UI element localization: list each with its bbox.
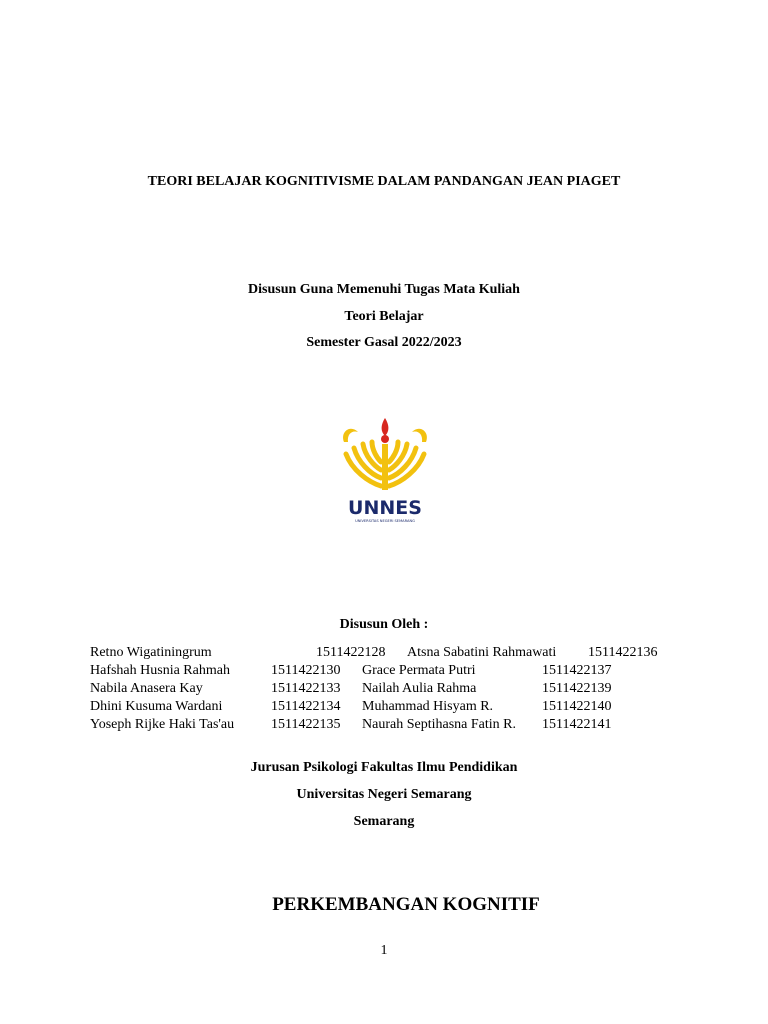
author-name: Atsna Sabatini Rahmawati — [407, 645, 557, 660]
author-name: Muhammad Hisyam R. — [362, 699, 494, 714]
author-nim: 1511422136 — [588, 645, 658, 660]
section-heading: PERKEMBANGAN KOGNITIF — [272, 894, 540, 915]
author-name: Naurah Septihasna Fatin R. — [362, 717, 516, 732]
page-number: 1 — [380, 943, 388, 958]
logo-subtitle: UNIVERSITAS NEGERI SEMARANG — [355, 519, 415, 523]
purpose-line-1: Disusun Guna Memenuhi Tugas Mata Kuliah — [248, 282, 520, 297]
author-nim: 1511422137 — [542, 663, 612, 678]
author-nim: 1511422133 — [271, 681, 341, 696]
author-name: Nabila Anasera Kay — [90, 681, 203, 696]
author-name: Yoseph Rijke Haki Tas'au — [90, 717, 235, 732]
author-nim: 1511422134 — [271, 699, 341, 714]
author-name: Hafshah Husnia Rahmah — [90, 663, 230, 678]
institution-city: Semarang — [353, 814, 415, 829]
author-name: Nailah Aulia Rahma — [362, 681, 477, 696]
purpose-semester: Semester Gasal 2022/2023 — [306, 335, 462, 350]
author-name: Dhini Kusuma Wardani — [90, 699, 223, 714]
author-nim: 1511422141 — [542, 717, 612, 732]
institution-department: Jurusan Psikologi Fakultas Ilmu Pendidikan — [250, 760, 518, 775]
logo-wordmark: UNNES — [348, 497, 422, 519]
authors-heading: Disusun Oleh : — [339, 617, 429, 632]
institution-university: Universitas Negeri Semarang — [296, 787, 472, 802]
author-name: Retno Wigatiningrum — [90, 645, 212, 660]
unnes-logo — [338, 412, 432, 528]
document-title: TEORI BELAJAR KOGNITIVISME DALAM PANDANGAN JEAN PIAGET — [147, 174, 621, 189]
author-nim: 1511422139 — [542, 681, 612, 696]
author-nim: 1511422128 — [316, 645, 386, 660]
author-nim: 1511422140 — [542, 699, 612, 714]
author-nim: 1511422135 — [271, 717, 341, 732]
author-name: Grace Permata Putri — [362, 663, 476, 678]
author-nim: 1511422130 — [271, 663, 341, 678]
purpose-course-name: Teori Belajar — [344, 309, 424, 324]
